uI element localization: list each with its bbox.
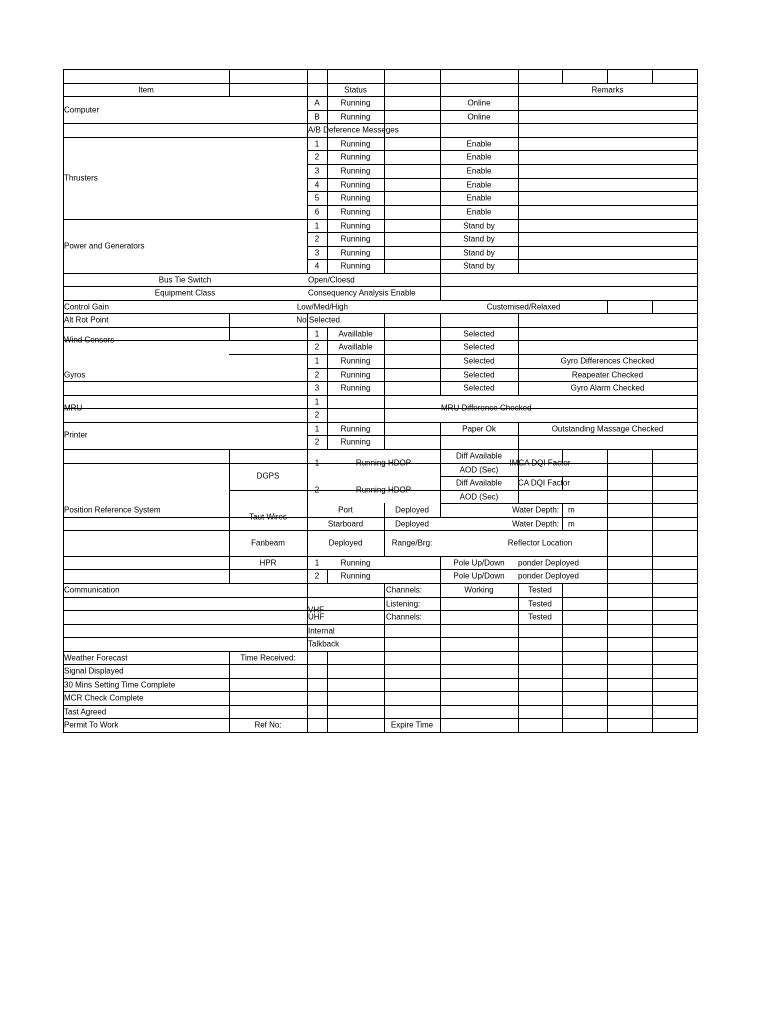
grid-line <box>63 381 698 382</box>
row-status: Running <box>340 180 371 189</box>
grid-line <box>440 624 441 733</box>
grid-line <box>63 664 698 665</box>
row-state: Stand by <box>463 248 495 257</box>
grid-line <box>327 69 328 97</box>
row-state: Selected <box>463 356 495 366</box>
comm-field: Channels: <box>386 612 423 622</box>
row-status: Availlable <box>338 329 373 338</box>
comm-field: Channels: <box>386 585 423 595</box>
grid-line <box>307 259 698 260</box>
row-status: Running <box>340 248 371 257</box>
section-label: Bus Tie Switch <box>158 275 212 284</box>
grid-line <box>384 69 385 274</box>
grid-line <box>327 651 328 733</box>
grid-line <box>63 422 698 423</box>
row-id: B <box>314 112 320 121</box>
grid-line <box>307 368 698 369</box>
comm-internal: Internal <box>308 626 335 635</box>
subsection-label: Fanbeam <box>251 538 285 548</box>
grid-line <box>327 327 328 450</box>
grid-line <box>440 422 441 450</box>
footer-label: Weather Forecast <box>64 653 128 662</box>
diff-label: Diff Available <box>456 451 502 461</box>
row-remark: Customised/Relaxed <box>486 302 561 311</box>
grid-line <box>307 191 698 192</box>
row-state: Online <box>467 112 491 121</box>
grid-line <box>440 313 441 396</box>
row-id: 2 <box>314 410 320 420</box>
row-id: 1 <box>314 397 320 406</box>
comm-result: Tested <box>528 612 552 622</box>
footer-label: Tast Agreed <box>64 707 107 716</box>
grid-line <box>63 691 698 692</box>
grid-line <box>63 69 64 733</box>
grid-line <box>63 597 698 598</box>
row-id: 2 <box>314 370 320 379</box>
grid-line <box>63 123 698 124</box>
row-id: 1 <box>314 329 320 338</box>
row-value: No Selected <box>296 315 340 325</box>
grid-line <box>440 556 441 584</box>
grid-line <box>63 678 698 679</box>
row-state: Enable <box>466 180 492 189</box>
row-status: Running <box>340 207 371 217</box>
grid-line <box>518 69 519 274</box>
computer-note: A/B Deference Messeges <box>308 125 399 135</box>
row-state: Enable <box>466 166 492 176</box>
section-label: Gyros <box>64 370 86 379</box>
dqi-factor: CA DQI Factor <box>518 478 571 488</box>
grid-line <box>562 503 563 531</box>
grid-line <box>307 232 698 233</box>
grid-line <box>63 583 698 584</box>
row-status: Running <box>340 437 371 447</box>
footer-label: Signal Displayed <box>64 666 124 676</box>
grid-line <box>440 69 441 301</box>
row-id: 1 <box>314 356 320 366</box>
grid-line <box>440 476 698 477</box>
reflector-label: Reflector Location <box>507 538 573 548</box>
transponder-label: ponder Deployed <box>518 571 579 581</box>
row-state: Selected <box>463 370 495 379</box>
grid-line <box>63 556 698 557</box>
grid-line <box>63 651 698 652</box>
grid-line <box>63 219 698 220</box>
grid-line <box>63 718 698 719</box>
subsection-label: DGPS <box>256 471 280 481</box>
grid-line <box>697 69 698 733</box>
grid-line <box>63 637 698 638</box>
row-status: Running HDOP <box>355 485 412 495</box>
grid-line <box>307 110 698 111</box>
grid-line <box>384 503 385 557</box>
row-id: 4 <box>314 180 320 189</box>
row-status: Running <box>340 152 371 162</box>
pole-label: Pole Up/Down <box>453 558 505 567</box>
row-remark: Gyro Alarm Checked <box>570 383 645 393</box>
footer-label: Ref No: <box>254 720 282 730</box>
row-id: 1 <box>314 458 320 468</box>
row-status: Running <box>340 383 371 393</box>
grid-line <box>63 313 698 314</box>
grid-line <box>607 69 608 84</box>
footer-label: 30 Mins Setting Time Complete <box>64 680 176 689</box>
row-status: Running HDOP <box>355 458 412 468</box>
row-value: Consequency Analysis Enable <box>308 288 416 298</box>
section-label: Computer <box>64 105 100 115</box>
grid-line <box>63 300 698 301</box>
row-id: A <box>314 98 320 108</box>
row-state: Paper Ok <box>462 424 496 433</box>
subsection-label: Taut Wires <box>249 512 287 522</box>
grid-line <box>384 313 385 450</box>
grid-line <box>63 517 698 518</box>
row-id: 3 <box>314 248 320 257</box>
grid-line <box>229 69 230 97</box>
grid-line <box>63 327 698 328</box>
grid-line <box>652 449 653 733</box>
checklist-sheet <box>63 69 698 732</box>
row-status: Availlable <box>338 342 373 352</box>
grid-line <box>607 300 608 314</box>
comm-field: Listening: <box>386 599 421 608</box>
grid-line <box>307 313 308 733</box>
row-status: Running <box>340 221 371 230</box>
row-id: 3 <box>314 383 320 393</box>
grid-line <box>229 449 230 584</box>
row-status: Running <box>340 139 371 148</box>
row-status: Deployed <box>328 538 363 548</box>
grid-line <box>63 569 698 570</box>
row-id: 2 <box>314 485 320 495</box>
comm-uhf: UHF <box>308 612 325 622</box>
row-status: Running <box>340 370 371 379</box>
row-value: Open/Cloesd <box>308 275 355 284</box>
grid-line <box>63 340 698 341</box>
footer-label: Permit To Work <box>64 720 119 730</box>
row-state: Stand by <box>463 234 495 244</box>
row-status: Running <box>340 571 371 581</box>
comm-talkback: Talkback <box>308 639 340 649</box>
grid-line <box>229 490 698 491</box>
header-remarks: Remarks <box>591 85 624 94</box>
section-label: Position Reference System <box>64 505 161 515</box>
grid-line <box>307 69 308 274</box>
depth-unit: m <box>568 519 575 528</box>
grid-line <box>63 83 698 84</box>
grid-line <box>63 96 698 97</box>
grid-line <box>440 503 698 504</box>
row-status: Running <box>340 424 371 433</box>
grid-line <box>307 150 698 151</box>
section-label: Control Gain <box>64 302 109 311</box>
row-state: Enable <box>466 152 492 162</box>
row-id: 1 <box>314 424 320 433</box>
row-side: Starboard <box>327 519 364 528</box>
grid-line <box>562 69 563 84</box>
footer-label: Time Received: <box>240 653 296 662</box>
row-id: 5 <box>314 193 320 203</box>
grid-line <box>63 530 698 531</box>
row-id: 2 <box>314 152 320 162</box>
range-label: Range/Brg: <box>391 538 433 548</box>
comm-result: Tested <box>528 599 552 608</box>
footer-label: MCR Check Complete <box>64 693 144 703</box>
grid-line <box>63 705 698 706</box>
header-status: Status <box>344 85 367 94</box>
grid-line <box>63 408 698 409</box>
grid-line <box>63 732 698 733</box>
row-state: Stand by <box>463 261 495 271</box>
row-state: Selected <box>463 383 495 393</box>
row-state: Selected <box>463 329 495 338</box>
grid-line <box>440 583 441 625</box>
grid-line <box>652 69 653 84</box>
row-value: Low/Med/High <box>296 302 348 311</box>
dqi-factor: IMCA DQI Factor <box>509 458 571 468</box>
row-side: Port <box>338 505 353 515</box>
row-id: 4 <box>314 261 320 271</box>
transponder-label: ponder Deployed <box>518 558 579 567</box>
pole-label: Pole Up/Down <box>453 571 505 581</box>
row-id: 1 <box>314 139 320 148</box>
depth-unit: m <box>568 505 575 515</box>
comm-value: Working <box>464 585 494 595</box>
row-status: Deployed <box>395 505 429 515</box>
aod-label: AOD (Sec) <box>459 465 499 474</box>
row-status: Running <box>340 166 371 176</box>
section-label: Equipment Class <box>154 288 216 298</box>
grid-line <box>327 569 328 584</box>
comm-vhf: VHF <box>308 605 324 615</box>
grid-line <box>607 449 608 733</box>
row-id: 2 <box>314 571 320 581</box>
row-remark: Reapeater Checked <box>571 370 644 379</box>
grid-line <box>518 449 519 504</box>
row-id: 1 <box>314 558 320 567</box>
row-remark: Outstanding Massage Checked <box>551 424 664 433</box>
row-id: 6 <box>314 207 320 217</box>
grid-line <box>229 354 698 355</box>
row-status: Running <box>340 558 371 567</box>
depth-label: Water Depth: <box>512 519 559 528</box>
grid-line <box>518 583 519 625</box>
section-label: Thrusters <box>64 173 98 183</box>
grid-line <box>229 313 230 341</box>
grid-line <box>63 624 698 625</box>
grid-line <box>63 610 698 611</box>
row-status: Running <box>340 234 371 244</box>
section-label: Wind Censors <box>64 335 115 345</box>
row-id: 2 <box>314 234 320 244</box>
footer-label: Expire Time <box>390 720 434 730</box>
row-status: Running <box>340 356 371 366</box>
grid-line <box>63 449 698 450</box>
section-label: Power and Generators <box>64 241 145 251</box>
grid-line <box>518 422 519 450</box>
grid-line <box>562 583 563 733</box>
row-state: Selected <box>463 342 495 352</box>
grid-line <box>307 164 698 165</box>
depth-label: Water Depth: <box>512 505 559 515</box>
grid-line <box>440 449 441 518</box>
diff-label: Diff Available <box>456 478 502 488</box>
grid-line <box>307 246 698 247</box>
grid-line <box>63 273 698 274</box>
grid-line <box>63 137 698 138</box>
aod-label: AOD (Sec) <box>459 492 499 501</box>
subsection-label: HPR <box>259 558 277 567</box>
row-status: Deployed <box>395 519 429 528</box>
section-label: MRU <box>64 403 83 413</box>
row-state: Enable <box>466 193 492 203</box>
row-status: Running <box>340 112 371 121</box>
row-state: Enable <box>466 139 492 148</box>
comm-result: Tested <box>528 585 552 595</box>
row-status: Running <box>340 261 371 271</box>
row-id: 2 <box>314 437 320 447</box>
row-status: Running <box>340 98 371 108</box>
grid-line <box>229 651 230 733</box>
row-state: Online <box>467 98 491 108</box>
grid-line <box>327 96 328 274</box>
header-item: Item <box>138 85 154 94</box>
row-remark: Gyro Differences Checked <box>560 356 655 366</box>
row-status: Running <box>340 193 371 203</box>
row-state: Stand by <box>463 221 495 230</box>
section-label: Printer <box>64 430 88 440</box>
section-label: Alt Rot Point <box>64 315 109 325</box>
grid-line <box>518 624 519 733</box>
row-state: Enable <box>466 207 492 217</box>
grid-line <box>307 205 698 206</box>
grid-line <box>63 286 698 287</box>
row-remark: MRU Difference Checked <box>441 403 532 413</box>
row-id: 2 <box>314 342 320 352</box>
row-id: 1 <box>314 221 320 230</box>
row-id: 3 <box>314 166 320 176</box>
grid-line <box>652 300 653 314</box>
grid-line <box>63 395 698 396</box>
grid-line <box>384 583 385 733</box>
grid-line <box>518 313 519 396</box>
grid-line <box>307 178 698 179</box>
grid-line <box>307 435 698 436</box>
grid-line <box>63 69 698 70</box>
section-label: Communication <box>64 585 120 595</box>
